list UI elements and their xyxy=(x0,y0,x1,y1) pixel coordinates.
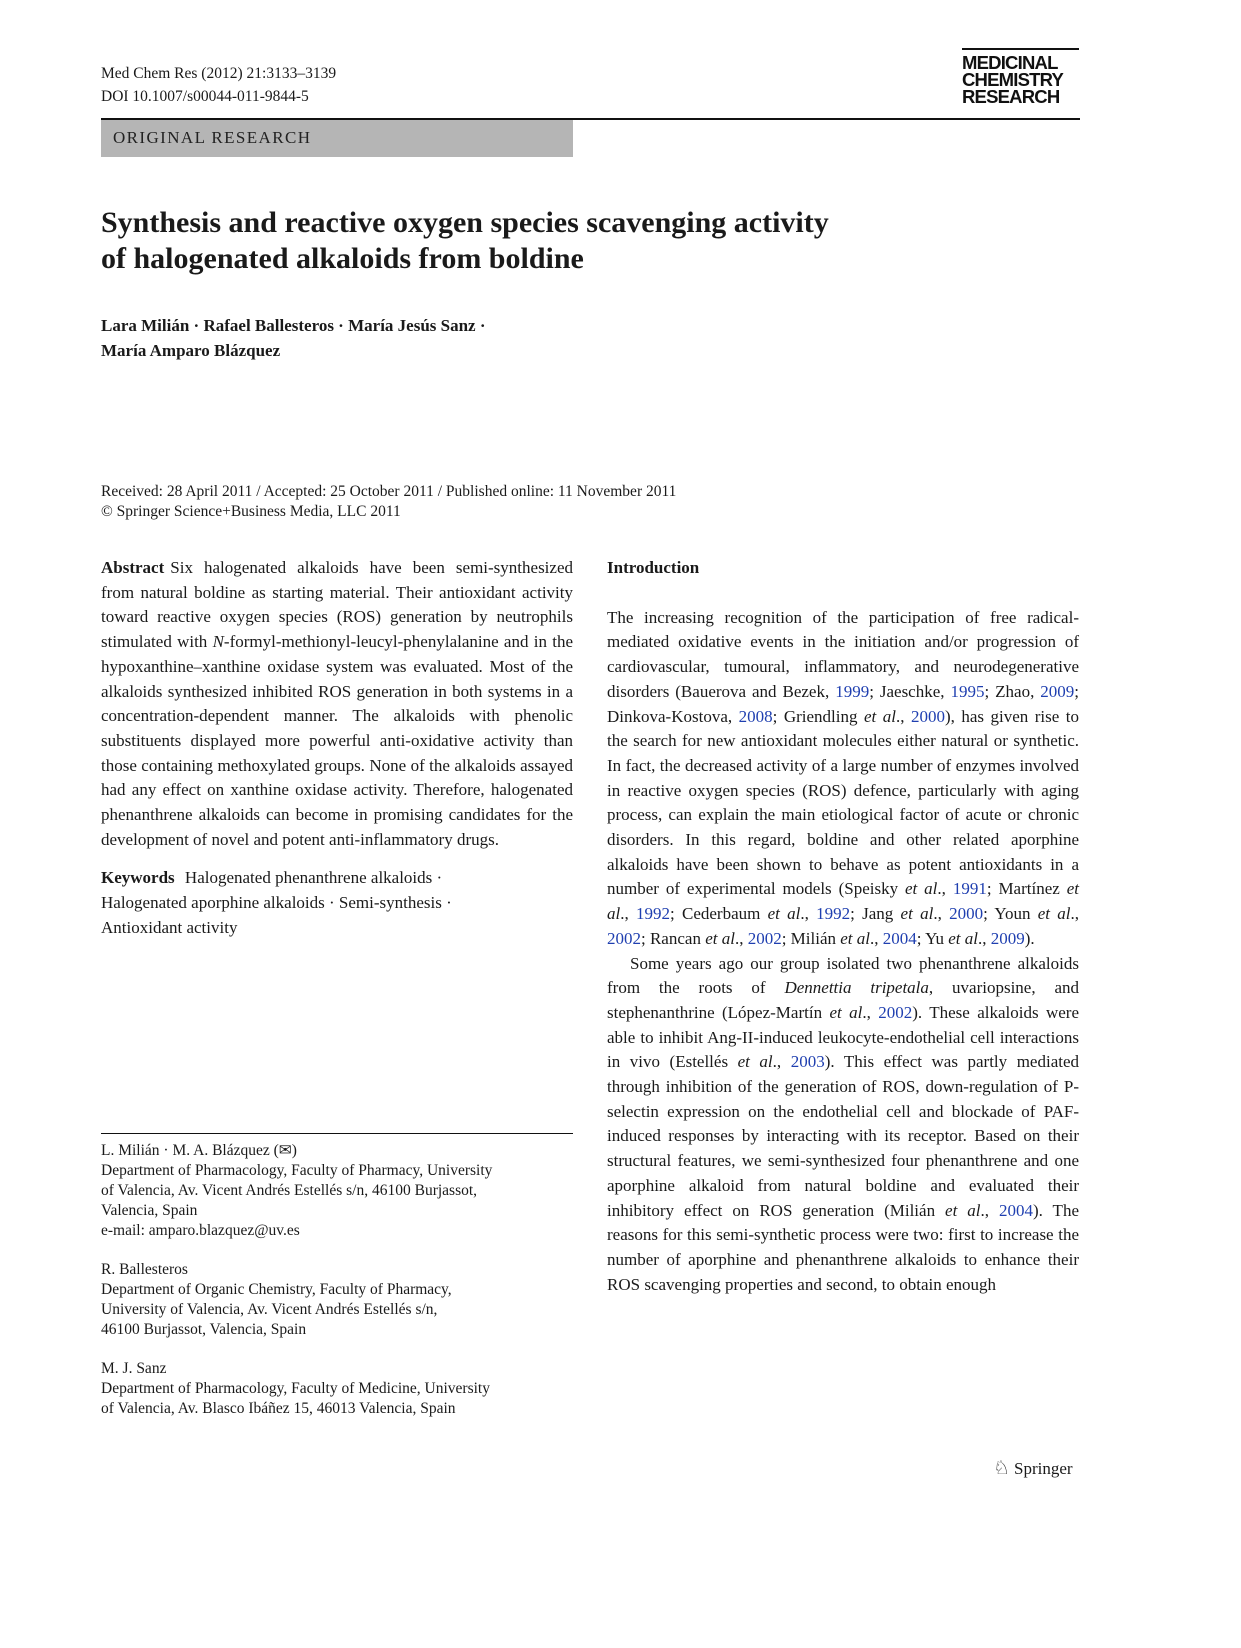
citation-link[interactable]: 2009 xyxy=(990,928,1025,948)
citation-link[interactable]: 2009 xyxy=(1040,681,1075,701)
journal-logo: MEDICINAL CHEMISTRY RESEARCH xyxy=(962,52,1064,107)
affiliation-block: L. Milián · M. A. Blázquez (✉) Department of Pharmacology, Faculty of Pharmacy, University of Valencia, Av. Vicent Andrés Estellés s/n, 46100 Burjassot, Valencia, Spain e-mail: amparo.blazquez@uv.es xyxy=(101,1141,573,1241)
journal-reference xyxy=(101,62,336,108)
citation-link[interactable]: 2000 xyxy=(910,706,945,726)
citation-link[interactable]: 2002 xyxy=(878,1002,913,1022)
left-column xyxy=(101,556,573,941)
affiliation-block: M. J. Sanz Department of Pharmacology, Faculty of Medicine, University of Valencia, Av. Blasco Ibáñez 15, 46013 Valencia, Spain xyxy=(101,1360,490,1417)
citation-link[interactable]: 1995 xyxy=(950,681,985,701)
author-list: Lara Milián · Rafael Ballesteros · María Jesús Sanz · María Amparo Blázquez xyxy=(101,316,486,360)
citation-link[interactable]: 2000 xyxy=(949,904,984,924)
corresponding-email[interactable]: e-mail: amparo.blazquez@uv.es xyxy=(101,1222,300,1239)
section-tag-label: ORIGINAL RESEARCH xyxy=(113,128,312,147)
citation-link[interactable]: 1992 xyxy=(816,904,851,924)
logo-bar xyxy=(962,48,1079,50)
springer-horse-icon: ♘ xyxy=(993,1458,1011,1479)
footnote-rule xyxy=(101,1133,573,1134)
publisher-name: Springer xyxy=(1014,1459,1073,1478)
citation-link[interactable]: 2008 xyxy=(738,706,773,726)
copyright: © Springer Science+Business Media, LLC 2011 xyxy=(101,503,401,520)
citation-link[interactable]: 2002 xyxy=(607,928,641,948)
citation-link[interactable]: 1991 xyxy=(952,879,987,899)
journal-citation: Med Chem Res (2012) 21:3133–3139 xyxy=(101,65,337,82)
doi: DOI 10.1007/s00044-011-9844-5 xyxy=(101,88,309,105)
keywords-label: Keywords xyxy=(101,868,175,888)
citation-link[interactable]: 2003 xyxy=(790,1052,825,1072)
publication-dates xyxy=(101,482,901,522)
citation-link[interactable]: 1992 xyxy=(636,904,670,924)
abstract: Abstract Six halogenated alkaloids have been semi-synthesized from natural boldine as starting material. Their antioxidant activity toward reactive oxygen species (ROS) generation by neutrophils stimulated with N-formyl-methionyl-leucyl-phenylalanine and in the hypoxanthine–xanthine oxidase system was evaluated. Most of the alkaloids synthesized inhibited ROS generation in both systems in a concentration-dependent manner. The alkaloids with phenolic substituents displayed more powerful anti-oxidative activity than those containing methoxylated groups. None of the alkaloids assayed had any effect on xanthine oxidase activity. Therefore, halogenated phenanthrene alkaloids can become in promising candidates for the development of novel and potent anti-inflammatory drugs. xyxy=(101,558,573,849)
abstract-label: Abstract xyxy=(101,558,165,577)
introduction-paragraph-1: The increasing recognition of the participation of free radical-mediated oxidative events in the initiation and/or progression of cardiovascular, tumoural, inflammatory, and neurodegenerative disorders (Bauerova and Bezek, 1999; Jaeschke, 1995; Zhao, 2009; Dinkova-Kostova, 2008; Griendling et al., 2000), has given rise to the search for new antioxidant molecules either natural or synthetic. In fact, the decreased activity of a large number of enzymes involved in reactive oxygen species (ROS) defence, particularly with aging process, can explain the main etiological factor of acute or chronic disorders. In this regard, boldine and other related aporphine alkaloids have been shown to behave as potent antioxidants in a number of experimental models (Speisky et al., 1991; Martínez et al., 1992; Cederbaum et al., 1992; Jang et al., 2000; Youn et al., 2002; Rancan et al., 2002; Milián et al., 2004; Yu et al., 2009). xyxy=(607,607,1080,948)
author-affiliations xyxy=(101,1141,573,1438)
right-column xyxy=(607,556,1079,1297)
citation-link[interactable]: 2002 xyxy=(747,928,782,948)
history-dates: Received: 28 April 2011 / Accepted: 25 October 2011 / Published online: 11 November 2011 xyxy=(101,483,677,500)
introduction-heading: Introduction xyxy=(607,558,700,577)
keywords: Keywords Halogenated phenanthrene alkaloids · Halogenated aporphine alkaloids · Semi-synthesis · Antioxidant activity xyxy=(101,868,452,937)
citation-link[interactable]: 1999 xyxy=(835,681,870,701)
publisher-mark xyxy=(993,1457,1073,1480)
citation-link[interactable]: 2004 xyxy=(998,1200,1033,1220)
affiliation-block: R. Ballesteros Department of Organic Chemistry, Faculty of Pharmacy, University of Valencia, Av. Vicent Andrés Estellés s/n, 46100 Burjassot, Valencia, Spain xyxy=(101,1261,452,1338)
section-tag xyxy=(101,120,573,157)
introduction-paragraph-2: Some years ago our group isolated two phenanthrene alkaloids from the roots of Dennettia tripetala, uvariopsine, and stephenanthrine (López-Martín et al., 2002). These alkaloids were able to inhibit Ang-II-induced leukocyte-endothelial cell interactions in vivo (Estellés et al., 2003). This effect was partly mediated through inhibition of the generation of ROS, down-regulation of P-selectin expression on the endothelial cell and blockade of PAF-induced responses by interacting with its receptor. Based on their structural features, we semi-synthesized four phenanthrene and one aporphine alkaloid from natural boldine and evaluated their inhibitory effect on ROS generation (Milián et al., 2004). The reasons for this semi-synthetic process were two: first to increase the number of aporphine and phenanthrene alkaloids to enhance their ROS scavenging properties and second, to obtain enough xyxy=(607,953,1080,1294)
article-title: Synthesis and reactive oxygen species scavenging activity of halogenated alkaloids from boldine xyxy=(101,206,829,275)
citation-link[interactable]: 2004 xyxy=(882,928,917,948)
